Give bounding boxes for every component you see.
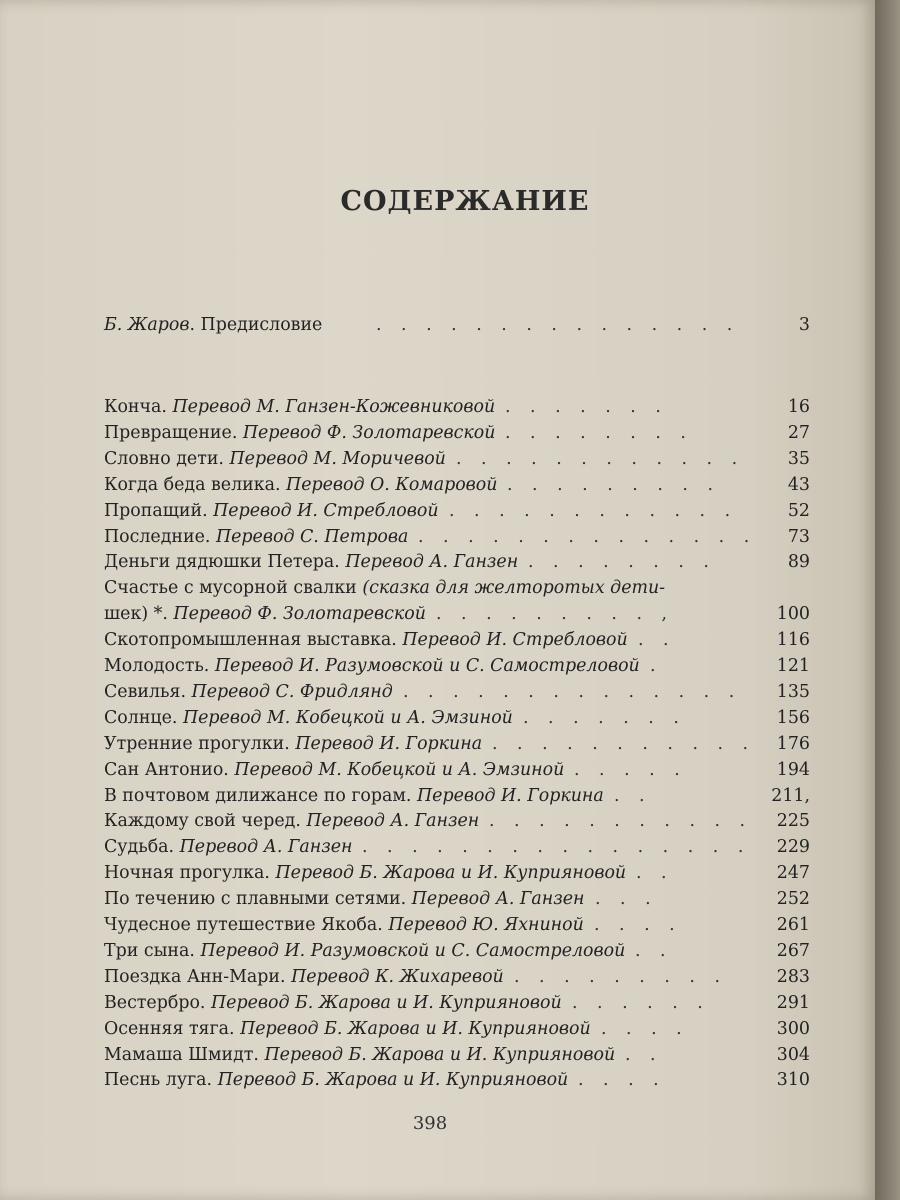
toc-entry (104, 630, 810, 656)
entry-translator: Перевод М. Ганзен-Кожевниковой (172, 397, 496, 417)
entry-dots: . . . (595, 889, 658, 910)
entry-translator: Перевод И. Горкина (295, 733, 483, 754)
toc-entry (104, 475, 810, 501)
entry-page: 310 (776, 1070, 810, 1091)
next-page-edge (875, 0, 900, 1200)
entry-translator: Перевод А. Ганзен (345, 552, 519, 573)
entry-page: 121 (776, 656, 810, 676)
toc-entry-text (104, 1070, 568, 1090)
toc-entry-text (104, 682, 393, 702)
toc-entry (104, 863, 810, 889)
entry-page: 283 (776, 966, 810, 987)
entry-dots: . . . . . . . (505, 397, 668, 417)
entry-dots: . . . . . . . . . (507, 474, 720, 495)
entry-translator: Перевод К. Жихаревой (291, 966, 504, 987)
entry-dots: . . (614, 785, 652, 806)
toc-entry-text (104, 941, 625, 961)
entry-dots: . . . . . (574, 759, 687, 780)
entry-page: 261 (776, 915, 810, 935)
toc-entry-text (104, 734, 482, 754)
entry-title: Судьба. (104, 837, 175, 858)
entry-page: 43 (787, 474, 810, 495)
entry-translator: Перевод М. Кобецкой и А. Эмзиной (234, 759, 565, 780)
entry-page: 291 (776, 992, 810, 1013)
toc-entry-text (104, 708, 513, 728)
toc-entry (104, 604, 810, 630)
entry-title: шек) *. (104, 604, 168, 625)
toc-entry-text (104, 578, 665, 598)
entry-dots: . . . . . . . . . . . . . . (403, 681, 742, 702)
entry-title: Мамаша Шмидт. (104, 1044, 259, 1065)
preface-author: Б. Жаров (104, 315, 190, 335)
toc-entry (104, 1019, 810, 1045)
preface-text (104, 315, 322, 335)
entry-title: Деньги дядюшки Петера. (104, 552, 340, 573)
entry-page: 16 (787, 397, 810, 417)
preface-page: 3 (798, 315, 810, 335)
entry-dots: . . . . . . . (523, 707, 686, 728)
toc-entry (104, 760, 810, 786)
toc-entry (104, 1045, 810, 1071)
toc-entry (104, 734, 810, 760)
toc-entry (104, 811, 810, 837)
toc-entry-text (104, 889, 585, 909)
toc-entry (104, 941, 810, 967)
entry-translator: Перевод Б. Жарова и И. Куприяновой (211, 992, 562, 1013)
entry-translator: Перевод Б. Жарова и И. Куприяновой (217, 1070, 569, 1091)
toc-entry (104, 449, 810, 475)
entry-translator: Перевод М. Кобецкой и А. Эмзиной (182, 707, 513, 728)
entry-translator: Перевод А. Ганзен (411, 889, 585, 910)
entry-title: В почтовом дилижансе по горам. (104, 785, 412, 806)
entry-page: 156 (776, 707, 810, 728)
toc-entry-text (104, 397, 495, 417)
entry-translator: Перевод И. Стребловой (213, 500, 439, 521)
entry-translator: Перевод Б. Жарова и И. Куприяновой (240, 1018, 591, 1039)
toc-entry-text (104, 811, 479, 831)
entry-page: 229 (776, 837, 810, 858)
entry-dots: . . (636, 863, 674, 884)
entry-page: 252 (776, 889, 810, 910)
entry-title: По течению с плавными сетями. (104, 889, 407, 910)
entry-page: 73 (787, 526, 810, 547)
entry-dots: . (650, 656, 663, 676)
toc-entry-text (104, 630, 628, 650)
entry-title: Севилья. (104, 681, 186, 702)
toc-entry (104, 915, 810, 941)
entry-title: Поездка Анн-Мари. (104, 966, 286, 987)
toc-entry-text (104, 475, 497, 495)
toc-entry-text (104, 604, 426, 624)
toc-entry (104, 501, 810, 527)
entry-translator: Перевод Б. Жарова и И. Куприяновой (264, 1044, 616, 1065)
toc-entry-text (104, 967, 504, 987)
entry-dots: . . (625, 1044, 663, 1065)
toc-entry (104, 552, 810, 578)
entry-title: Скотопромышленная выставка. (104, 630, 397, 651)
entry-title: Три сына. (104, 940, 195, 961)
toc-entry-text (104, 501, 439, 521)
toc-entry-text (104, 552, 518, 572)
page-number: 398 (412, 1113, 448, 1134)
toc-entry-text (104, 1019, 591, 1039)
entry-page: 35 (787, 448, 810, 469)
entry-translator: Перевод О. Комаровой (286, 474, 498, 495)
page-title: СОДЕРЖАНИЕ (340, 186, 590, 217)
toc-entry-text (104, 786, 604, 806)
entry-dots: . . . . . . (572, 992, 710, 1013)
entry-page: 225 (776, 811, 810, 832)
toc-entry (104, 1070, 810, 1096)
entry-page: 300 (776, 1018, 810, 1039)
entry-translator: Перевод Ф. Золотаревской (173, 604, 426, 625)
entry-dots: . . (635, 940, 673, 961)
entry-translator: Перевод И. Горкина (416, 785, 604, 806)
entry-translator: Перевод А. Ганзен (306, 811, 480, 832)
entry-translator: (сказка для желторотых дети- (362, 578, 666, 599)
entry-dots: . . . . . . . . . . . . (449, 500, 738, 521)
entry-page: 304 (776, 1044, 810, 1065)
toc-entry (104, 889, 810, 915)
entry-dots: . . . . (578, 1070, 666, 1091)
entry-title: Солнце. (104, 707, 178, 728)
entry-dots: . . . . . . . . . . . . . . . . (362, 837, 751, 858)
entry-translator: Перевод М. Моричевой (229, 448, 446, 469)
entry-page: 27 (787, 422, 810, 443)
entry-title: Песнь луга. (104, 1070, 213, 1091)
entry-translator: Перевод С. Фридлянд (191, 681, 393, 702)
entry-page: 135 (776, 681, 810, 702)
preface-dots: . . . . . . . . . . . . . . . (376, 315, 740, 335)
toc-entry (104, 708, 810, 734)
entry-title: Молодость. (104, 656, 210, 676)
entry-translator: Перевод Б. Жарова и И. Куприяновой (275, 863, 627, 884)
entry-page: 211, (771, 785, 810, 806)
entry-dots: . . . . . . . . . . . . (456, 448, 745, 469)
toc-entry-text (104, 993, 562, 1013)
entry-title: Вестербро. (104, 992, 206, 1013)
entry-title: Сан Антонио. (104, 759, 229, 780)
entry-dots: . . . . (594, 915, 682, 935)
entry-dots: . . . . . . . . . (514, 966, 727, 987)
entry-title: Ночная прогулка. (104, 863, 270, 884)
entry-translator: Перевод Ф. Золотаревской (242, 422, 496, 443)
toc-entry (104, 682, 810, 708)
entry-translator: Перевод И. Разумовской и С. Самостреловой (200, 940, 626, 961)
toc-entry (104, 397, 810, 423)
entry-dots: . . . . . . . . (505, 422, 693, 443)
entry-title: Конча. (104, 397, 167, 417)
toc-entry (104, 423, 810, 449)
toc-entry-text (104, 1045, 615, 1065)
toc-entry (104, 967, 810, 993)
entry-title: Пропащий. (104, 500, 208, 521)
toc-entry-text (104, 837, 352, 857)
entry-title: Превращение. (104, 422, 238, 443)
entry-title: Счастье с мусорной свалки (104, 578, 357, 599)
entry-dots: . . . . . . . . . , (436, 604, 675, 625)
entry-dots: . . . . . . . . . . . . . . (418, 526, 757, 547)
entry-page: 176 (776, 733, 810, 754)
toc-entry (104, 656, 810, 682)
entry-translator: Перевод И. Стребловой (402, 630, 628, 651)
toc-entry-text (104, 527, 408, 547)
entry-translator: Перевод С. Петрова (215, 526, 409, 547)
toc-preface (104, 315, 810, 341)
entry-title: Осенняя тяга. (104, 1018, 235, 1039)
entry-page: 194 (776, 759, 810, 780)
toc-entry (104, 837, 810, 863)
entry-dots: . . . . . . . . (528, 552, 716, 573)
entry-page: 52 (787, 500, 810, 521)
entry-dots: . . . . (601, 1018, 689, 1039)
toc-entry-text (104, 915, 584, 935)
entry-page: 247 (776, 863, 810, 884)
toc-entry (104, 527, 810, 553)
entry-page: 89 (787, 552, 810, 573)
entry-title: Словно дети. (104, 448, 224, 469)
entry-translator: Перевод А. Ганзен (179, 837, 353, 858)
entry-translator: Перевод Ю. Яхниной (388, 915, 584, 935)
entry-title: Каждому свой черед. (104, 811, 301, 832)
toc-entry (104, 578, 810, 604)
entry-translator: Перевод И. Разумовской и С. Самостреловой (214, 656, 640, 676)
toc-entry-text (104, 449, 446, 469)
toc-entry-text (104, 656, 640, 676)
entry-title: Последние. (104, 526, 211, 547)
entry-title: Утренние прогулки. (104, 733, 290, 754)
preface-title: . Предисловие (189, 315, 323, 335)
entry-page: 267 (776, 940, 810, 961)
entry-dots: . . (638, 630, 676, 651)
entry-title: Когда беда велика. (104, 474, 281, 495)
toc-entry (104, 786, 810, 812)
toc-entry-text (104, 423, 495, 443)
toc-entry (104, 993, 810, 1019)
toc-entry-text (104, 760, 564, 780)
entry-page: 116 (776, 630, 810, 651)
entry-page: 100 (776, 604, 810, 625)
toc-entry-text (104, 863, 626, 883)
entry-title: Чудесное путешествие Якоба. (104, 915, 383, 935)
entry-dots: . . . . . . . . . . . (492, 733, 756, 754)
entry-dots: . . . . . . . . . . . (489, 811, 753, 832)
